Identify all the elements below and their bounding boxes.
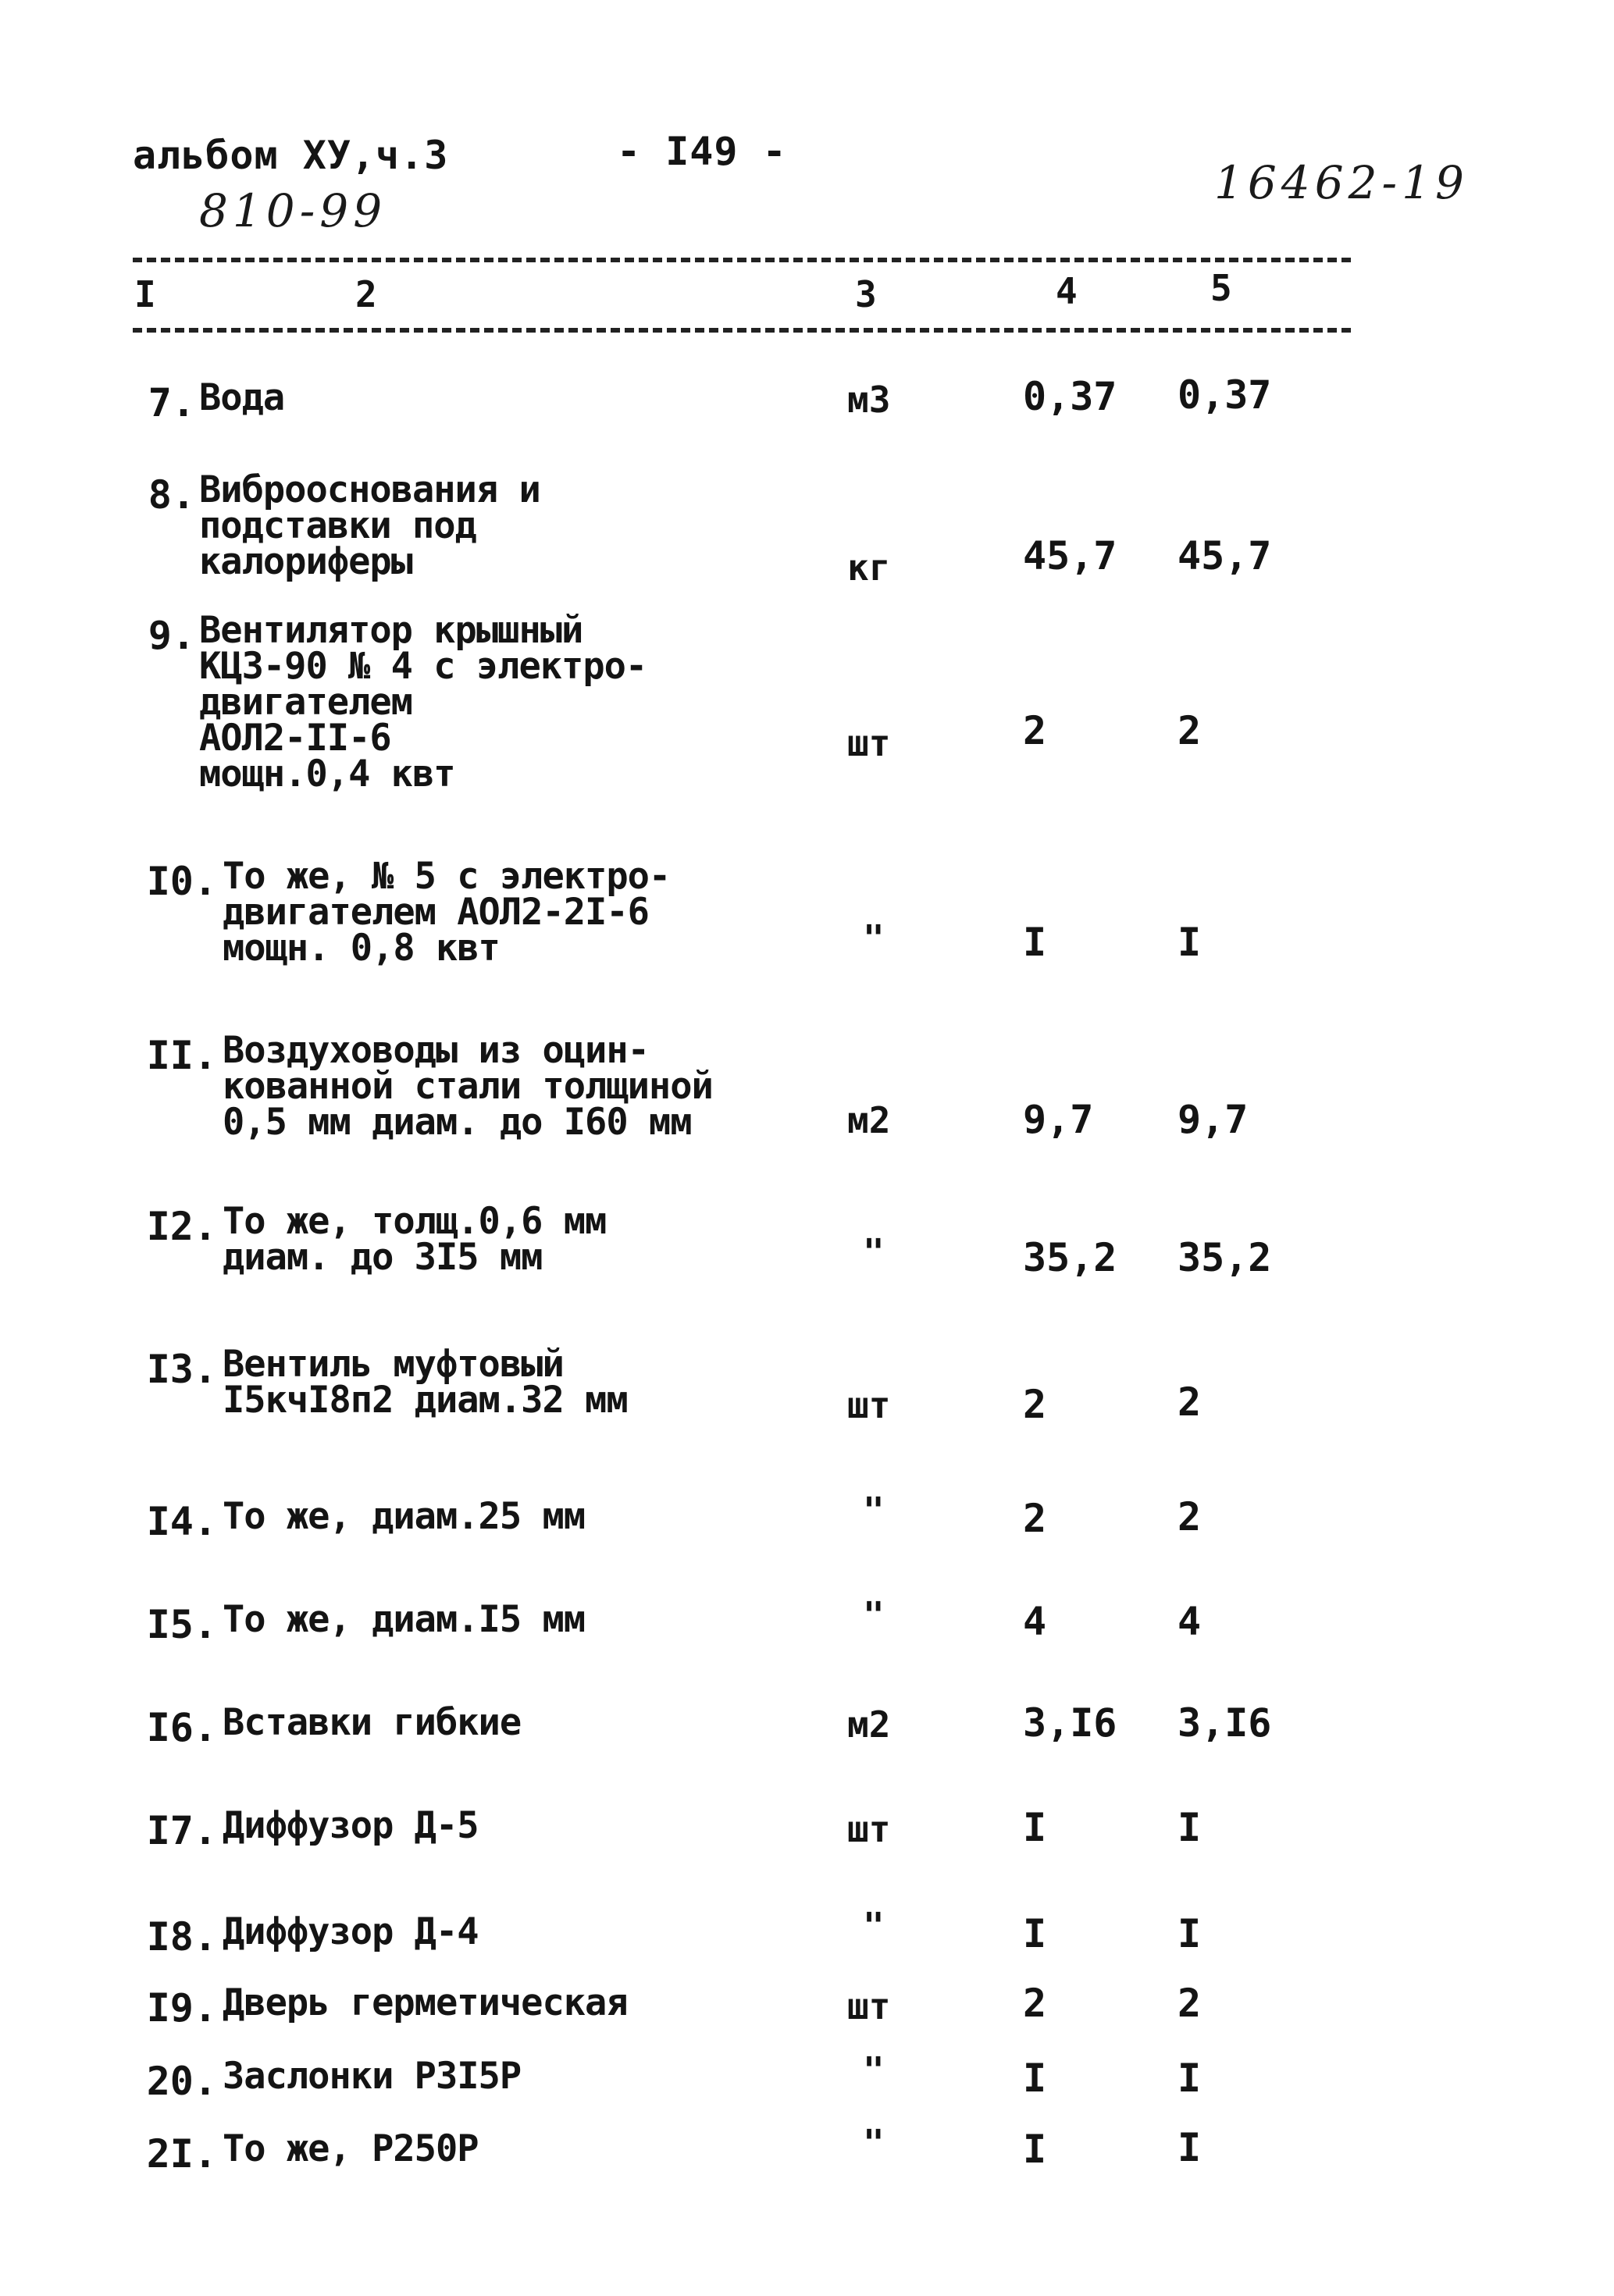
row-unit: м3 (847, 379, 891, 421)
row-col5-value: I (1178, 920, 1202, 965)
row-col4-value: 2 (1023, 1382, 1047, 1427)
row-col4-value: 4 (1023, 1599, 1047, 1644)
row-col4-value: I (1023, 2127, 1047, 2172)
column-header-3: 3 (855, 273, 877, 315)
row-number: 20. (146, 2059, 217, 2104)
row-col5-value: 2 (1178, 1494, 1202, 1540)
row-col5-value: I (1178, 2056, 1202, 2101)
row-unit: м2 (847, 1703, 891, 1746)
row-col4-value: I (1023, 2056, 1047, 2101)
row-col4-value: 2 (1023, 1981, 1047, 2026)
row-col5-value: I (1178, 1805, 1202, 1850)
row-number: I5. (146, 1602, 217, 1647)
row-col5-value: 3,I6 (1178, 1700, 1272, 1746)
row-number: I3. (146, 1347, 217, 1392)
page-number: - I49 - (617, 129, 787, 174)
row-item-name: Заслонки Р3I5Р (223, 2055, 522, 2098)
row-unit: " (863, 2122, 885, 2164)
row-item-name: Вентиль муфтовый I5кчI8п2 диам.32 мм (223, 1343, 628, 1422)
row-item-name: То же, толщ.0,6 мм диам. до 3I5 мм (223, 1200, 607, 1279)
row-col5-value: 45,7 (1178, 533, 1272, 578)
row-number: II. (146, 1033, 217, 1078)
row-number: I8. (146, 1914, 217, 1960)
row-col4-value: 2 (1023, 1496, 1047, 1541)
row-col5-value: 2 (1178, 1379, 1202, 1425)
row-col4-value: 2 (1023, 708, 1047, 753)
row-col5-value: 9,7 (1178, 1097, 1249, 1142)
row-col4-value: 35,2 (1023, 1235, 1117, 1280)
row-col5-value: 35,2 (1178, 1235, 1272, 1280)
row-col5-value: I (1178, 2125, 1202, 2170)
row-number: I6. (146, 1705, 217, 1750)
row-item-name: Виброоснования и подставки под калориферы (199, 468, 540, 583)
row-number: I9. (146, 1985, 217, 2031)
column-header-5: 5 (1210, 267, 1232, 309)
row-item-name: Диффузор Д-5 (223, 1804, 479, 1847)
row-number: 9. (148, 613, 195, 658)
row-unit: " (863, 2049, 885, 2091)
row-item-name: Вставки гибкие (223, 1701, 522, 1744)
row-item-name: То же, Р250Р (223, 2127, 479, 2170)
row-unit: кг (847, 546, 891, 589)
row-col4-value: I (1023, 1911, 1047, 1956)
row-unit: шт (847, 1808, 891, 1850)
row-unit: " (863, 1594, 885, 1636)
album-label: альбом ХУ,ч.3 (133, 133, 449, 178)
header-top-dashed-rule (133, 258, 1351, 262)
column-header-2: 2 (355, 273, 377, 315)
row-col4-value: 0,37 (1023, 374, 1117, 419)
header-bottom-dashed-rule (133, 328, 1351, 333)
row-unit: " (863, 917, 885, 959)
row-col4-value: 3,I6 (1023, 1700, 1117, 1746)
row-item-name: То же, диам.25 мм (223, 1495, 586, 1538)
row-number: I7. (146, 1808, 217, 1853)
row-item-name: То же, № 5 с электро- двигателем АОЛ2-2I-6 мощн. 0,8 квт (223, 855, 671, 970)
row-number: 8. (148, 472, 195, 518)
row-number: 7. (148, 380, 195, 425)
row-number: I2. (146, 1204, 217, 1249)
row-unit: " (863, 1231, 885, 1273)
row-col4-value: 45,7 (1023, 533, 1117, 578)
doc-code-handwritten: 810-99 (199, 184, 387, 237)
row-col4-value: I (1023, 1805, 1047, 1850)
row-unit: шт (847, 1985, 891, 2027)
row-item-name: Воздуховоды из оцин- кованной стали толщиной 0,5 мм диам. до I60 мм (223, 1029, 713, 1144)
row-unit: м2 (847, 1099, 891, 1141)
row-item-name: То же, диам.I5 мм (223, 1598, 586, 1641)
row-item-name: Вода (199, 376, 285, 419)
column-header-4: 4 (1056, 270, 1078, 312)
row-unit: шт (847, 722, 891, 764)
row-col5-value: I (1178, 1911, 1202, 1956)
row-col4-value: I (1023, 920, 1047, 965)
row-number: 2I. (146, 2131, 217, 2177)
row-unit: " (863, 1490, 885, 1532)
row-item-name: Дверь герметическая (223, 1981, 628, 2024)
column-header-1: I (134, 273, 156, 315)
row-col5-value: 2 (1178, 708, 1202, 753)
row-col5-value: 4 (1178, 1599, 1202, 1644)
row-item-name: Вентилятор крышный КЦЗ-90 № 4 с электро- двигателем АОЛ2-II-6 мощн.0,4 квт (199, 609, 647, 796)
row-item-name: Диффузор Д-4 (223, 1910, 479, 1953)
row-unit: " (863, 1905, 885, 1947)
inventory-number-handwritten: 16462-19 (1214, 156, 1469, 209)
row-unit: шт (847, 1384, 891, 1426)
row-number: I0. (146, 859, 217, 904)
row-col5-value: 0,37 (1178, 372, 1272, 418)
row-col5-value: 2 (1178, 1981, 1202, 2026)
row-col4-value: 9,7 (1023, 1097, 1094, 1142)
row-number: I4. (146, 1499, 217, 1544)
